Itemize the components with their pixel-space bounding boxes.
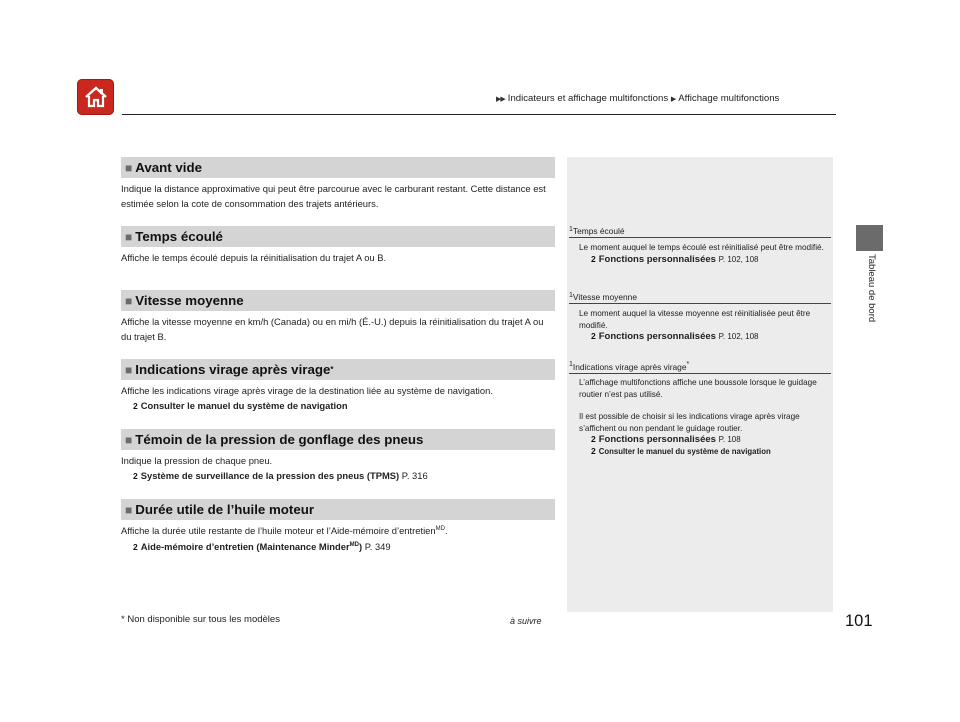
note-number: 1 (569, 226, 573, 233)
xref-label: Consulter le manuel du système de navigation (140, 400, 348, 411)
xref-page: P. 102, 108 (718, 332, 759, 341)
cross-reference[interactable] (579, 331, 827, 343)
page-number: 101 (845, 612, 873, 630)
square-bullet-icon: ■ (125, 432, 133, 447)
section-heading-text: Témoin de la pression de gonflage des pneus (135, 432, 424, 447)
note-divider (569, 237, 831, 238)
xref-page: P. 108 (718, 435, 741, 444)
note-divider (569, 373, 831, 374)
section-heading-text: Durée utile de l’huile moteur (135, 502, 315, 517)
square-bullet-icon: ■ (125, 293, 133, 308)
section-text-main: Affiche la durée utile restante de l’huile moteur et l’Aide-mémoire d’entretien (121, 525, 436, 537)
xref-label-end: ) (358, 541, 363, 553)
xref-arrow-icon: 2 (591, 445, 596, 456)
xref-label: Consulter le manuel du système de navigation (598, 446, 771, 456)
note-title (569, 292, 831, 302)
breadcrumb-item[interactable]: Indicateurs et affichage multifonctions (507, 93, 669, 104)
xref-arrow-icon: 2 (591, 253, 596, 264)
section-heading-text: Indications virage après virage (135, 362, 331, 377)
breadcrumb-item[interactable]: Affichage multifonctions (678, 93, 780, 104)
xref-label: Système de surveillance de la pression des pneus (TPMS) (140, 470, 400, 481)
note-body (579, 377, 827, 457)
section-heading-text: Temps écoulé (135, 229, 223, 244)
note-divider (569, 303, 831, 304)
cross-reference[interactable] (579, 446, 827, 458)
footnote-text: Non disponible sur tous les modèles (127, 614, 280, 625)
section-text: Indique la pression de chaque pneu. (121, 455, 273, 466)
section-text (121, 522, 555, 538)
section-text-block (121, 522, 555, 555)
xref-page: P. 349 (364, 541, 391, 553)
note-number: 1 (569, 361, 573, 368)
chapter-tab-label[interactable]: Tableau de bord (866, 254, 877, 323)
xref-label: Fonctions personnalisées (598, 331, 716, 342)
cross-reference[interactable] (121, 468, 555, 484)
section-heading: ■ Indications virage après virage * (121, 359, 555, 380)
section-text-block (121, 383, 555, 414)
section-heading (121, 499, 555, 520)
house-icon (83, 85, 109, 109)
section-text: Affiche les indications virage après virage de la destination liée au système de navigation. (121, 385, 493, 396)
trademark-sup: MD (435, 526, 445, 532)
xref-label: Fonctions personnalisées (598, 434, 716, 445)
section-heading (121, 226, 555, 247)
availability-star: * (686, 361, 690, 368)
footnote (121, 614, 280, 625)
square-bullet-icon: ■ (125, 502, 133, 517)
xref-page: P. 102, 108 (718, 254, 759, 264)
xref-arrow-icon: 2 (591, 434, 596, 444)
note-body (579, 242, 827, 265)
double-chevron-icon: ▶▶ (496, 96, 505, 103)
note-title-text: Temps écoulé (572, 226, 625, 236)
section-text-end: . (444, 525, 448, 537)
section-heading-text: Avant vide (135, 160, 203, 175)
section-text: Affiche le temps écoulé depuis la réinitialisation du trajet A ou B. (121, 252, 387, 263)
trademark-sup: MD (349, 542, 359, 549)
header-divider (122, 114, 836, 115)
square-bullet-icon: ■ (125, 362, 133, 377)
xref-page: P. 316 (401, 470, 428, 481)
footnote-star: * (121, 614, 125, 625)
home-button[interactable] (77, 79, 114, 115)
cross-reference[interactable] (121, 398, 555, 414)
section-heading-text: Vitesse moyenne (135, 293, 244, 308)
square-bullet-icon: ■ (125, 160, 133, 175)
chapter-tab[interactable] (856, 225, 883, 251)
xref-arrow-icon: 2 (133, 542, 138, 553)
section-text: Indique la distance approximative qui peut être parcourue avec le carburant restant. Cette distance est estimée selon la cote de consommation des trajets antérieurs. (121, 183, 546, 209)
cross-reference[interactable] (121, 538, 555, 555)
note-title-text: Vitesse moyenne (572, 292, 637, 302)
cross-reference[interactable] (579, 434, 827, 446)
note-text: Le moment auquel la vitesse moyenne est réinitialisée peut être modifié. (579, 309, 811, 330)
section-heading (121, 290, 555, 311)
note-number: 1 (569, 292, 573, 299)
continued-label: à suivre (510, 616, 542, 626)
section-text-block (121, 453, 555, 484)
note-text: Le moment auquel le temps écoulé est réinitialisé peut être modifié. (579, 243, 824, 252)
breadcrumb (496, 93, 836, 104)
note-text: L’affichage multifonctions affiche une boussole lorsque le guidage routier n’est pas utilisé. (579, 378, 817, 399)
xref-label: Fonctions personnalisées (598, 253, 716, 265)
chevron-right-icon: ▶ (670, 96, 676, 103)
note-title (569, 361, 831, 372)
note-text: Il est possible de choisir si les indications virage après virage s’affichent ou non pendant le guidage routier. (579, 412, 800, 433)
section-heading (121, 429, 555, 450)
note-title (569, 226, 831, 236)
xref-arrow-icon: 2 (133, 401, 138, 411)
xref-arrow-icon: 2 (133, 471, 138, 481)
section-text: Affiche la vitesse moyenne en km/h (Canada) ou en mi/h (É.-U.) depuis la réinitialisation du trajet A ou du trajet B. (121, 316, 544, 342)
square-bullet-icon: ■ (125, 229, 133, 244)
xref-arrow-icon: 2 (591, 331, 596, 341)
section-heading (121, 157, 555, 178)
note-body (579, 308, 827, 343)
note-title-text: Indications virage après virage (572, 361, 687, 372)
cross-reference[interactable] (579, 254, 827, 266)
xref-label: Aide-mémoire d’entretien (Maintenance Minder (140, 541, 350, 553)
